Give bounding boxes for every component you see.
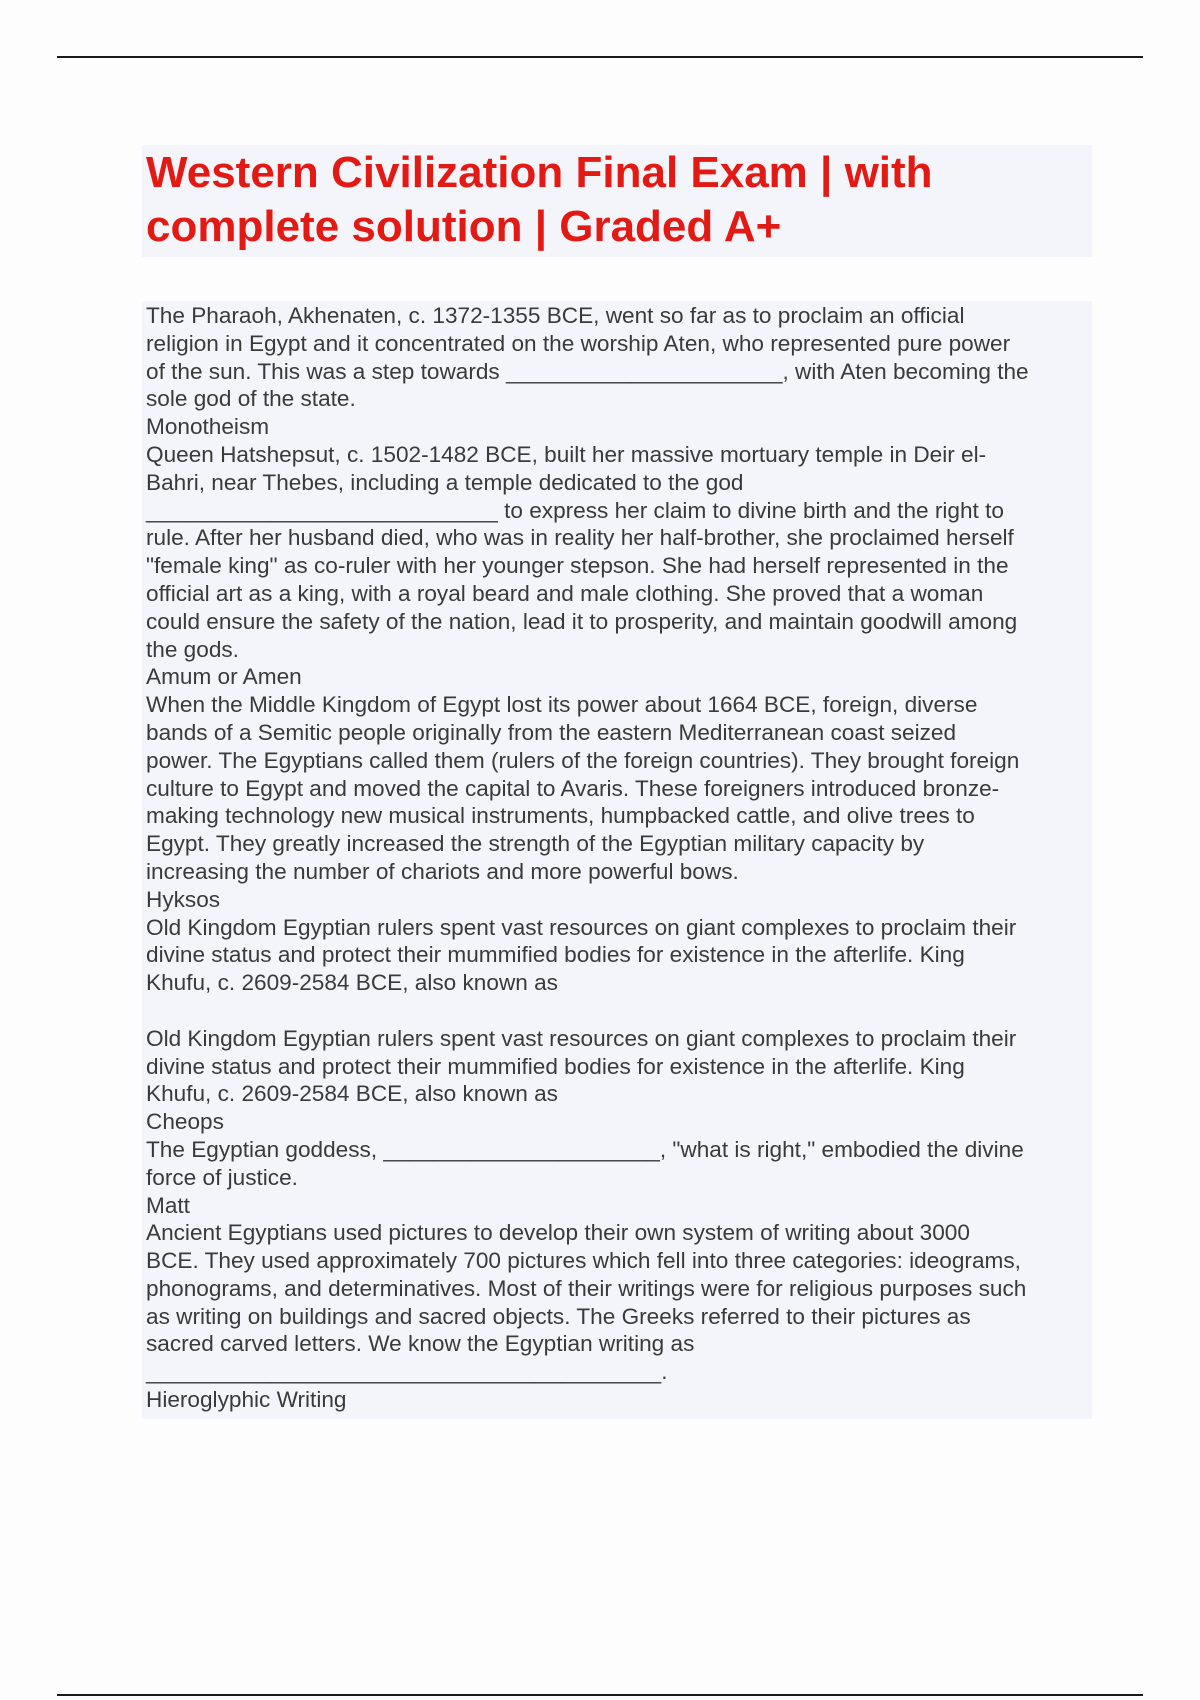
body-line: sole god of the state. — [146, 386, 356, 412]
body-line: could ensure the safety of the nation, lead it to prosperity, and maintain goodwill among — [146, 608, 1018, 634]
body-line: as writing on buildings and sacred objects. The Greeks referred to their pictures as — [146, 1303, 971, 1329]
body-line: of the sun. This was a step towards ______________________, with Aten becoming the — [146, 358, 1029, 384]
body-line: Egypt. They greatly increased the strength of the Egyptian military capacity by — [146, 831, 925, 857]
body-line: increasing the number of chariots and more powerful bows. — [146, 858, 739, 884]
body-line: Cheops — [146, 1109, 224, 1135]
body-line: bands of a Semitic people originally from the eastern Mediterranean coast seized — [146, 719, 957, 745]
body-line: religion in Egypt and it concentrated on the worship Aten, who represented pure power — [146, 330, 1011, 356]
body-line: Monotheism — [146, 414, 270, 440]
body-line: When the Middle Kingdom of Egypt lost its power about 1664 BCE, foreign, diverse — [146, 692, 978, 718]
body-line: Khufu, c. 2609-2584 BCE, also known as — [146, 970, 558, 996]
body-line: Matt — [146, 1192, 190, 1218]
body-line: the gods. — [146, 636, 239, 662]
body-text — [142, 301, 1092, 1414]
body-line: force of justice. — [146, 1164, 298, 1190]
body-line: ____________________________ to express her claim to divine birth and the right to — [146, 497, 1004, 523]
body-line: Old Kingdom Egyptian rulers spent vast resources on giant complexes to proclaim their — [146, 1025, 1017, 1051]
body-line: Old Kingdom Egyptian rulers spent vast resources on giant complexes to proclaim their — [146, 914, 1017, 940]
body-line: Khufu, c. 2609-2584 BCE, also known as — [146, 1081, 558, 1107]
title-line-1: Western Civilization Final Exam | with — [146, 148, 933, 197]
document-title — [142, 145, 1092, 254]
body-line: Ancient Egyptians used pictures to develop their own system of writing about 3000 — [146, 1220, 970, 1246]
body-line: divine status and protect their mummified bodies for existence in the afterlife. King — [146, 1053, 965, 1079]
body-line: official art as a king, with a royal beard and male clothing. She proved that a woman — [146, 580, 984, 606]
body-line: BCE. They used approximately 700 pictures which fell into three categories: ideograms, — [146, 1248, 1021, 1274]
body-line: phonograms, and determinatives. Most of their writings were for religious purposes such — [146, 1275, 1027, 1301]
body-line: Amum or Amen — [146, 664, 302, 690]
body-line: Bahri, near Thebes, including a temple dedicated to the god — [146, 469, 744, 495]
body-line: The Egyptian goddess, ______________________, "what is right," embodied the divine — [146, 1136, 1024, 1162]
body-line: _________________________________________. — [146, 1359, 668, 1385]
body-line: making technology new musical instruments, humpbacked cattle, and olive trees to — [146, 803, 975, 829]
body-line: culture to Egypt and moved the capital to Avaris. These foreigners introduced bronze- — [146, 775, 1000, 801]
body-line: power. The Egyptians called them (rulers of the foreign countries). They brought foreign — [146, 747, 1020, 773]
title-block — [142, 145, 1092, 257]
body-line: sacred carved letters. We know the Egyptian writing as — [146, 1331, 695, 1357]
body-line: "female king" as co-ruler with her younger stepson. She had herself represented in the — [146, 553, 1009, 579]
body-line: The Pharaoh, Akhenaten, c. 1372-1355 BCE, went so far as to proclaim an official — [146, 303, 965, 328]
footer-rule — [57, 1694, 1143, 1696]
body-line: rule. After her husband died, who was in reality her half-brother, she proclaimed herself — [146, 525, 1014, 551]
title-line-2: complete solution | Graded A+ — [146, 202, 782, 251]
header-rule — [57, 56, 1143, 58]
body-line — [146, 997, 1092, 1025]
body-line: Queen Hatshepsut, c. 1502-1482 BCE, built her massive mortuary temple in Deir el- — [146, 441, 987, 467]
body-line: Hieroglyphic Writing — [146, 1387, 347, 1413]
body-block — [142, 301, 1092, 1419]
body-line: Hyksos — [146, 886, 221, 912]
body-line: divine status and protect their mummified bodies for existence in the afterlife. King — [146, 942, 965, 968]
